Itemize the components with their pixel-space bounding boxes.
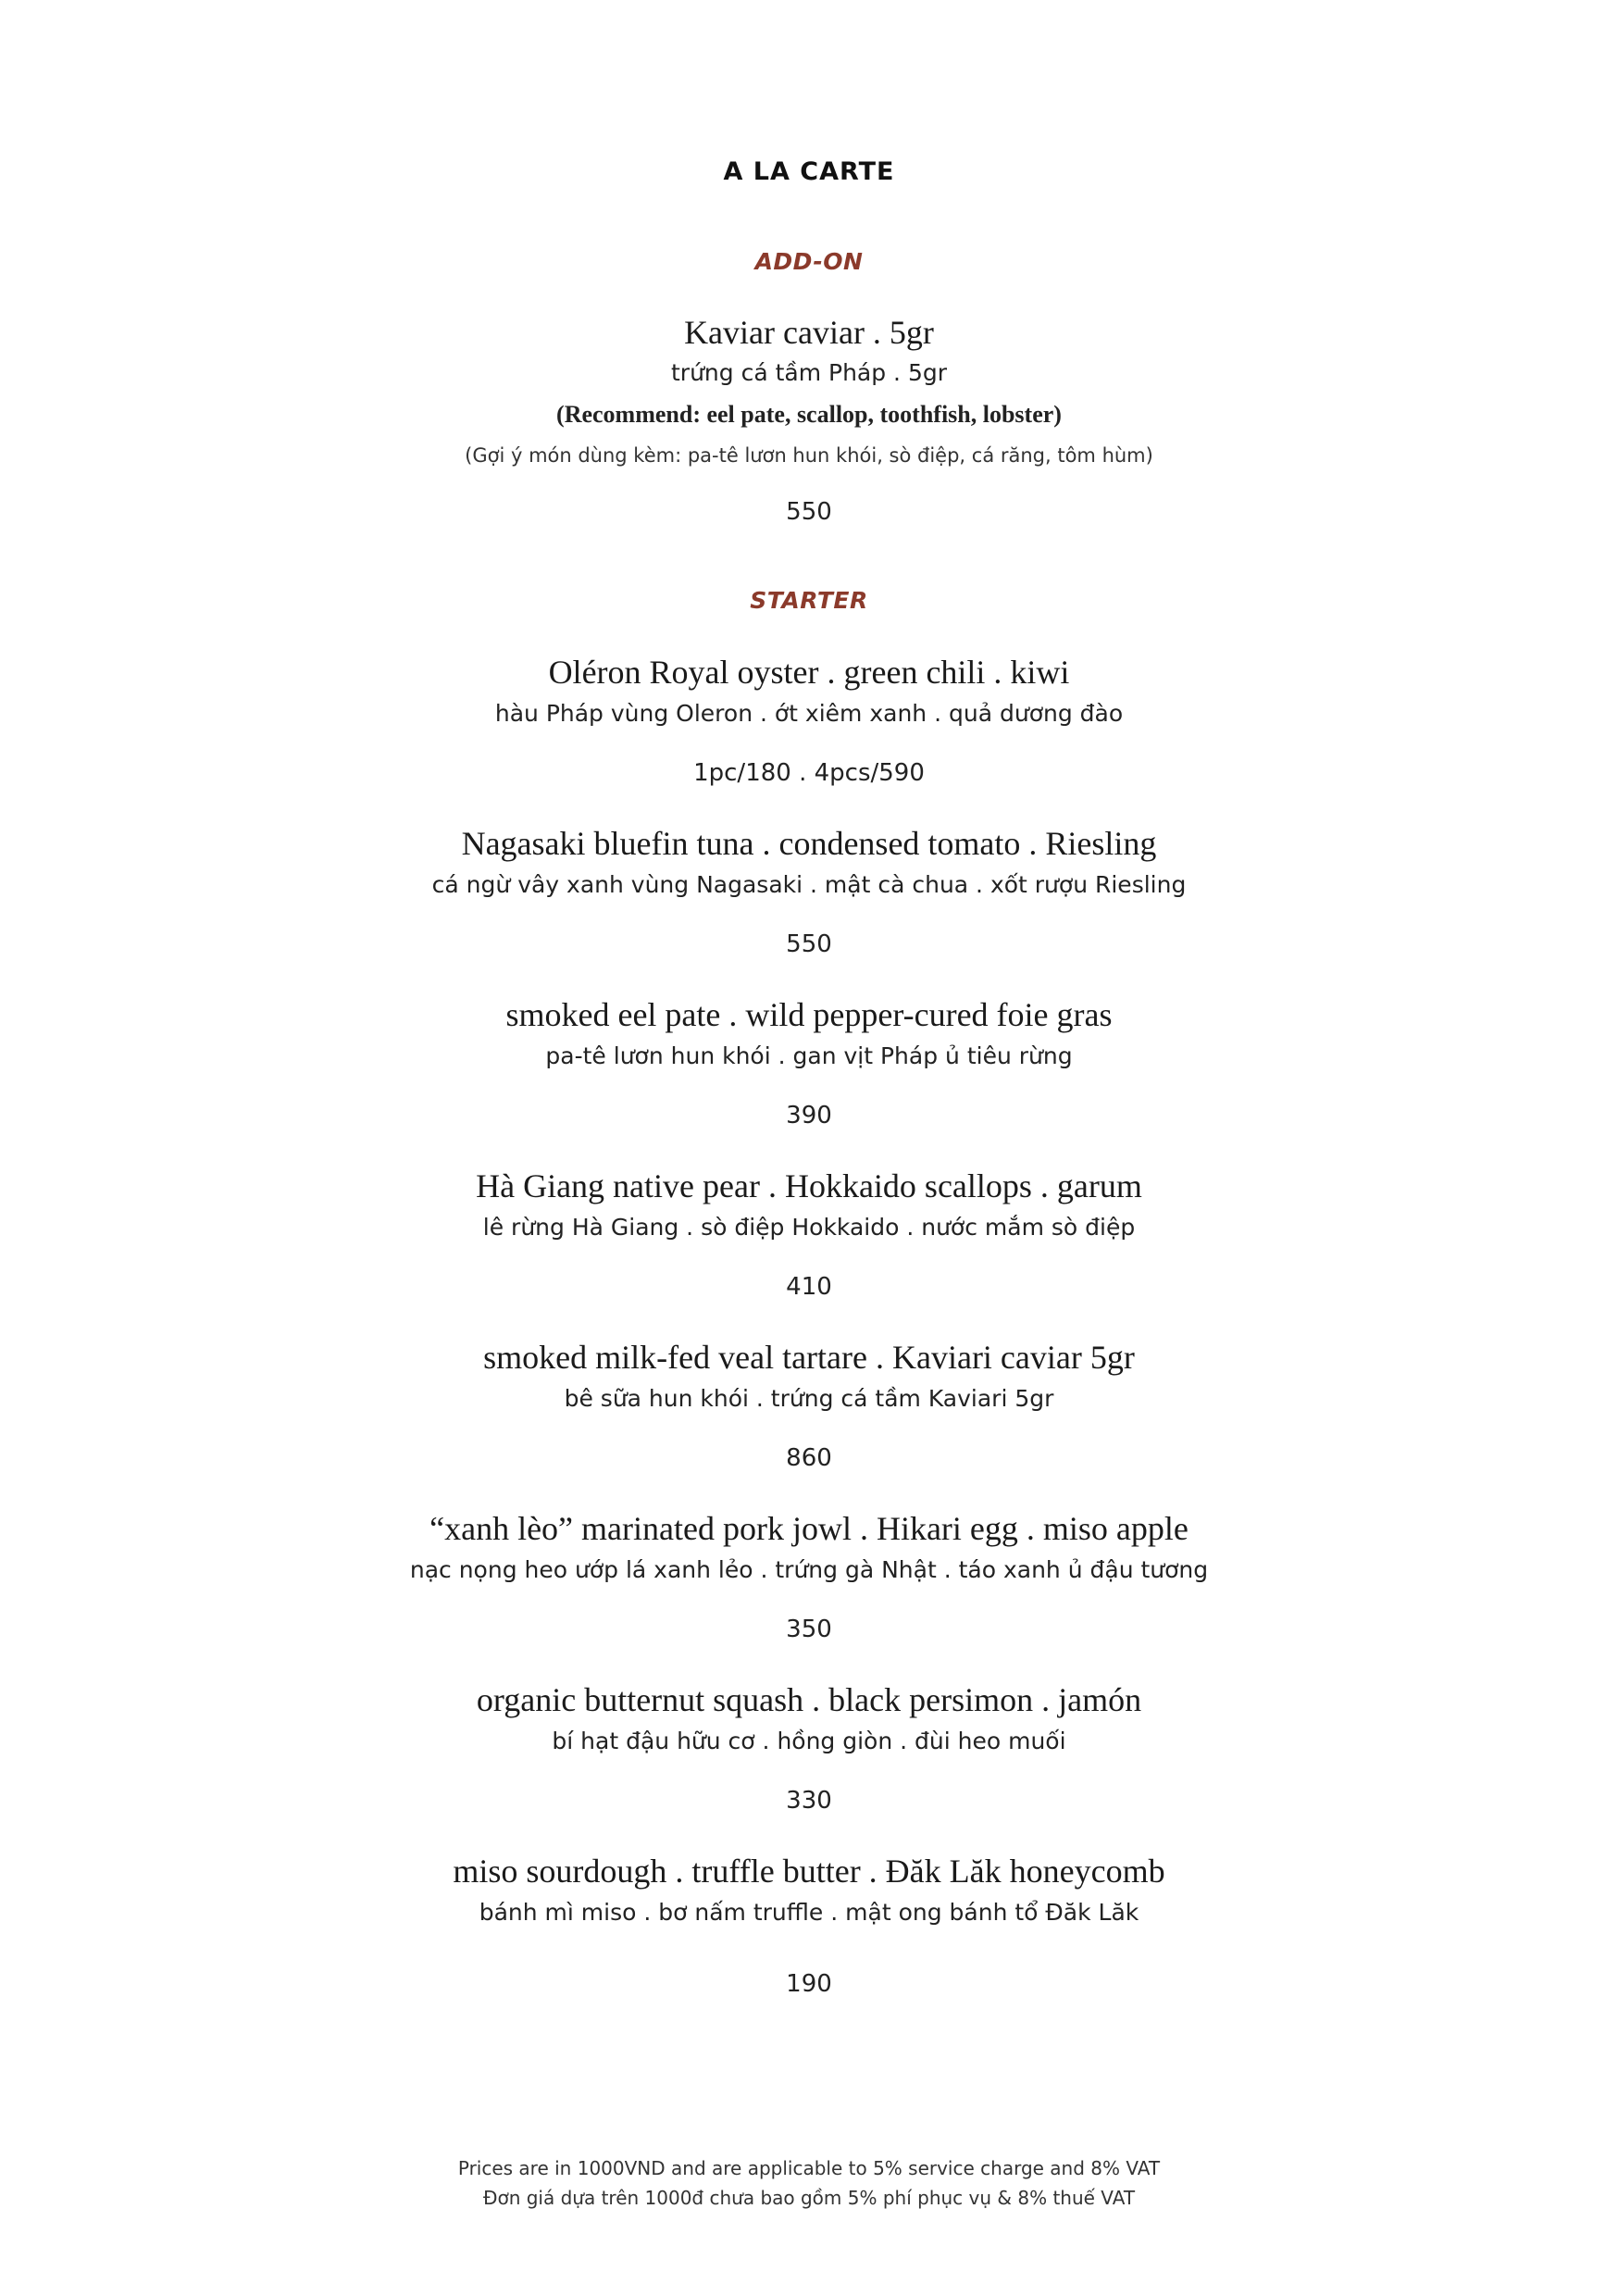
menu-item-price: 350 — [786, 1616, 832, 1643]
menu-item-price: 860 — [786, 1444, 832, 1472]
menu-item-name: Hà Giang native pear . Hokkaido scallops . garum — [476, 1167, 1142, 1204]
menu-item-vietnamese: pa-tê lươn hun khói . gan vịt Pháp ủ tiêu rừng — [545, 1042, 1073, 1069]
menu-item-recommendation-vietnamese: (Gợi ý món dùng kèm: pa-tê lươn hun khói, sò điệp, cá răng, tôm hùm) — [465, 444, 1153, 467]
menu-item-price: 1pc/180 . 4pcs/590 — [693, 759, 925, 787]
menu-item-name: miso sourdough . truffle butter . Đăk Lăk honeycomb — [453, 1853, 1165, 1890]
menu-item-price: 390 — [786, 1102, 832, 1129]
menu-item-name: Kaviar caviar . 5gr — [684, 314, 934, 351]
menu-item-vietnamese: lê rừng Hà Giang . sò điệp Hokkaido . nước mắm sò điệp — [482, 1214, 1136, 1241]
menu-item-name: organic butternut squash . black persimon . jamón — [476, 1681, 1142, 1718]
footer-note-english: Prices are in 1000VND and are applicable to 5% service charge and 8% VAT — [457, 2157, 1161, 2179]
menu-item-name: Oléron Royal oyster . green chili . kiwi — [548, 654, 1070, 691]
menu-item-name: “xanh lèo” marinated pork jowl . Hikari egg . miso apple — [429, 1510, 1189, 1547]
menu-item-vietnamese: cá ngừ vây xanh vùng Nagasaki . mật cà chua . xốt rượu Riesling — [431, 871, 1187, 898]
footer-note-vietnamese: Đơn giá dựa trên 1000đ chưa bao gồm 5% phí phục vụ & 8% thuế VAT — [482, 2187, 1136, 2209]
menu-item-price: 550 — [786, 498, 832, 526]
menu-item-vietnamese: trứng cá tầm Pháp . 5gr — [670, 359, 948, 386]
menu-item-name: smoked milk-fed veal tartare . Kaviari caviar 5gr — [483, 1339, 1135, 1376]
section-title-starter: STARTER — [750, 587, 868, 614]
menu-item-vietnamese: hàu Pháp vùng Oleron . ớt xiêm xanh . quả dương đào — [494, 700, 1124, 727]
menu-item-price: 410 — [786, 1273, 832, 1301]
menu-item-vietnamese: bánh mì miso . bơ nấm truffle . mật ong bánh tổ Đăk Lăk — [479, 1899, 1139, 1926]
menu-item-name: smoked eel pate . wild pepper-cured foie gras — [505, 996, 1113, 1033]
menu-item-price: 190 — [786, 1970, 832, 1998]
menu-item-name: Nagasaki bluefin tuna . condensed tomato . Riesling — [461, 825, 1157, 862]
menu-item-price: 330 — [786, 1787, 832, 1815]
section-title-addon: ADD-ON — [754, 248, 864, 275]
menu-item-price: 550 — [786, 930, 832, 958]
menu-item-vietnamese: bê sữa hun khói . trứng cá tầm Kaviari 5gr — [564, 1385, 1054, 1412]
menu-item-vietnamese: nạc nọng heo ướp lá xanh lẻo . trứng gà Nhật . táo xanh ủ đậu tương — [409, 1556, 1209, 1583]
menu-item-recommendation: (Recommend: eel pate, scallop, toothfish, lobster) — [556, 401, 1062, 428]
page-title: A LA CARTE — [723, 157, 895, 186]
menu-item-vietnamese: bí hạt đậu hữu cơ . hồng giòn . đùi heo muối — [552, 1728, 1066, 1754]
